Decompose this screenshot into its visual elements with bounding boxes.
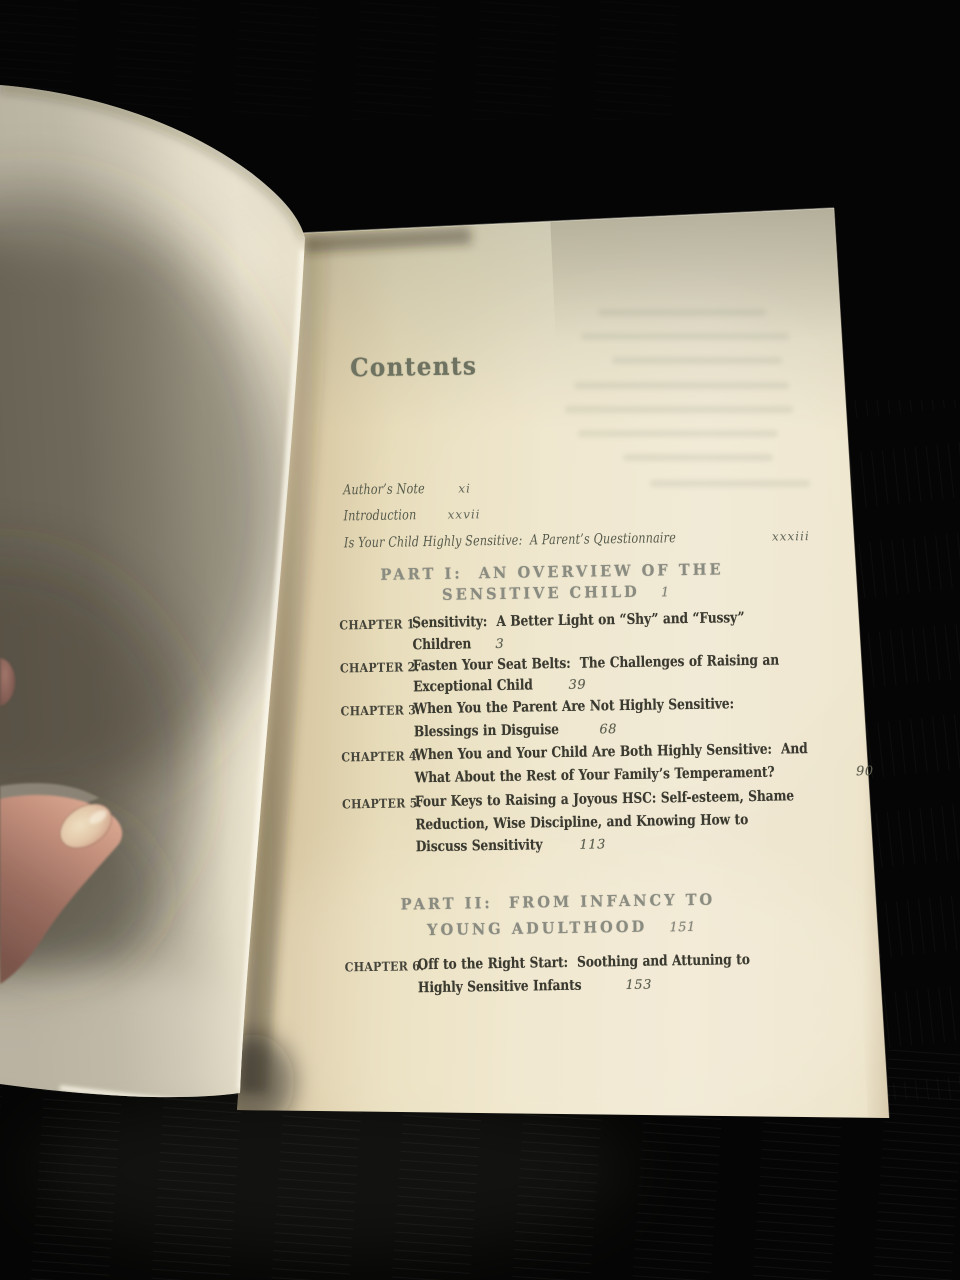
chapter-title-line: Discuss Sensitivity 113 xyxy=(415,836,606,856)
part-heading: PART I: AN OVERVIEW OF THE xyxy=(380,559,725,584)
chapter-label: CHAPTER 1. xyxy=(339,616,419,633)
chapter-label: CHAPTER 3. xyxy=(340,702,421,719)
chapter-label: CHAPTER 4. xyxy=(341,748,422,765)
chapter-title-line: When You and Your Child Are Both Highly Sensitive: And xyxy=(414,740,808,764)
chapter-label: CHAPTER 5. xyxy=(341,795,422,812)
front-matter-row: Is Your Child Highly Sensitive: A Parent’s Questionnaire xxxiii xyxy=(343,529,810,552)
page-number: 39 xyxy=(568,677,587,693)
chapter-title-line: Sensitivity: A Better Light on “Shy” and “Fussy” xyxy=(412,609,745,632)
page-number: 3 xyxy=(495,636,505,653)
wood-grain-top xyxy=(0,0,700,120)
chapter-title-line: Fasten Your Seat Belts: The Challenges of Raising an xyxy=(412,651,780,675)
page-title: Contents xyxy=(349,351,478,383)
chapter-title-line: Off to the Right Start: Soothing and Attuning to xyxy=(417,951,750,974)
chapter-label: CHAPTER 2. xyxy=(339,659,420,676)
page-number: 153 xyxy=(625,977,653,994)
page-number: 113 xyxy=(579,837,606,853)
page-number: 68 xyxy=(599,722,618,738)
page-number: 151 xyxy=(669,919,696,936)
part-heading: PART II: FROM INFANCY TO xyxy=(400,889,716,914)
part-heading: YOUNG ADULTHOOD 151 xyxy=(427,916,696,940)
chapter-title-line: Four Keys to Raising a Joyous HSC: Self-esteem, Shame xyxy=(414,787,795,811)
right-page xyxy=(190,200,950,1155)
chapter-title-line: Reduction, Wise Discipline, and Knowing How to xyxy=(415,811,749,834)
chapter-title-line: Blessings in Disguise 68 xyxy=(413,721,618,741)
chapter-title-line: Children 3 xyxy=(412,635,505,654)
front-matter-row: Author’s Note xi xyxy=(343,481,472,499)
page-number: xxvii xyxy=(447,507,481,522)
chapter-title-line: Exceptional Child 39 xyxy=(413,676,587,696)
page-number: xxxiii xyxy=(771,529,810,544)
chapter-label: CHAPTER 6. xyxy=(344,958,425,975)
chapter-title-line: Highly Sensitive Infants 153 xyxy=(417,976,653,997)
part-heading: SENSITIVE CHILD 1 xyxy=(441,581,670,604)
chapter-title-line: When You the Parent Are Not Highly Sensitive: xyxy=(413,695,735,718)
page-number: 90 xyxy=(855,764,874,780)
front-matter-row: Introduction xxvii xyxy=(343,507,481,525)
page-number: 1 xyxy=(660,585,670,601)
chapter-title-line: What About the Rest of Your Family’s Temperament? 90 xyxy=(414,763,874,787)
page-number: xi xyxy=(458,481,472,496)
